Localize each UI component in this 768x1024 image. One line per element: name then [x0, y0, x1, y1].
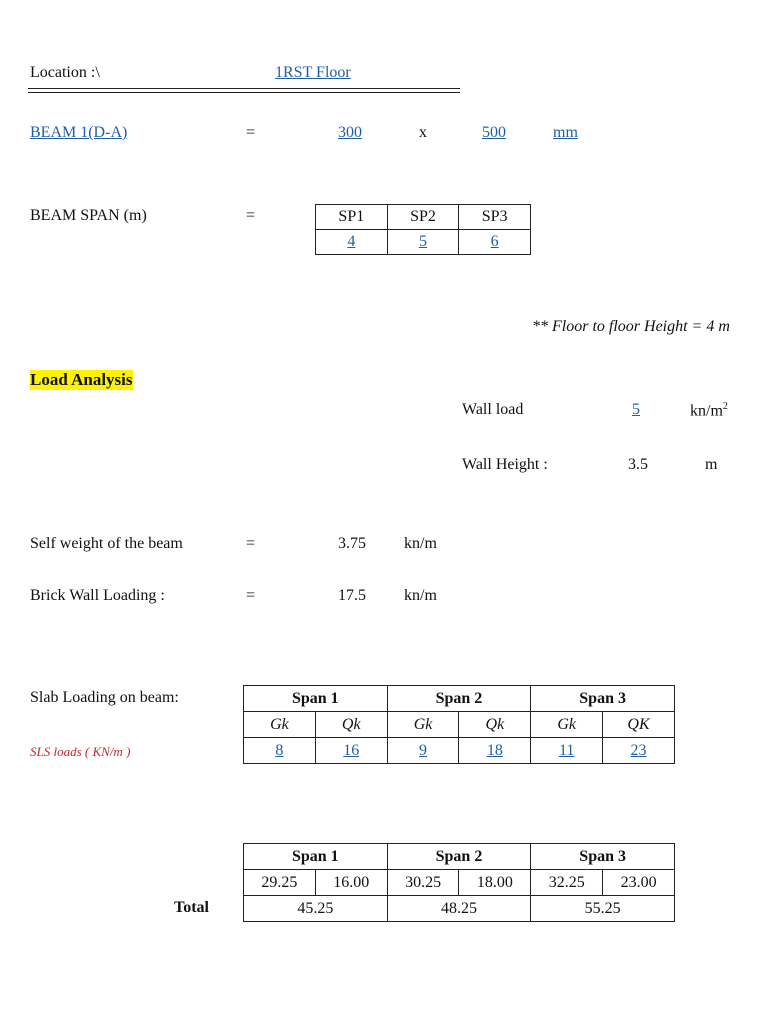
- slab-span-3: Span 3: [531, 686, 675, 712]
- span-label: BEAM SPAN (m): [30, 207, 147, 224]
- total-label: Total: [174, 899, 209, 916]
- header-rule: [28, 88, 460, 89]
- self-weight-equals: =: [246, 535, 256, 552]
- total-span-2: 48.25: [387, 896, 531, 922]
- slab-sub-header: Gk: [531, 712, 603, 738]
- total-span-1: 45.25: [244, 896, 388, 922]
- totals-span-1: Span 1: [244, 844, 388, 870]
- load-analysis-title: Load Analysis: [30, 370, 133, 389]
- beam-width[interactable]: 300: [338, 124, 362, 141]
- slab-sub-header: Qk: [459, 712, 531, 738]
- sls-label: SLS loads ( KN/m ): [30, 744, 131, 759]
- span-equals: =: [246, 207, 256, 224]
- slab-sub-header: Gk: [387, 712, 459, 738]
- slab-value[interactable]: 9: [387, 738, 459, 764]
- span-header-sp3: SP3: [459, 205, 531, 230]
- beam-label[interactable]: BEAM 1(D-A): [30, 124, 128, 141]
- header-rule-2: [28, 92, 460, 93]
- totals-value: 23.00: [603, 870, 675, 896]
- slab-value[interactable]: 18: [459, 738, 531, 764]
- wall-load-unit-text: kn/m: [690, 402, 723, 420]
- totals-table: [243, 843, 675, 922]
- brick-wall-label: Brick Wall Loading :: [30, 587, 165, 604]
- span-value-sp1[interactable]: 4: [316, 230, 388, 255]
- self-weight-label: Self weight of the beam: [30, 535, 183, 552]
- totals-value: 29.25: [244, 870, 316, 896]
- slab-sub-header: QK: [603, 712, 675, 738]
- wall-height-value: 3.5: [628, 456, 648, 473]
- wall-load-unit-sup: 2: [722, 401, 728, 412]
- span-value-sp2[interactable]: 5: [387, 230, 459, 255]
- location-label: Location :\: [30, 64, 100, 81]
- span-value-sp3[interactable]: 6: [459, 230, 531, 255]
- wall-height-unit: m: [705, 456, 718, 473]
- slab-sub-header: Qk: [315, 712, 387, 738]
- wall-height-label: Wall Height :: [462, 456, 548, 473]
- slab-value[interactable]: 8: [244, 738, 316, 764]
- slab-label: Slab Loading on beam:: [30, 689, 179, 706]
- slab-value[interactable]: 16: [315, 738, 387, 764]
- totals-value: 32.25: [531, 870, 603, 896]
- wall-load-label: Wall load: [462, 401, 524, 418]
- totals-value: 30.25: [387, 870, 459, 896]
- wall-load-unit: [690, 401, 728, 420]
- beam-unit[interactable]: mm: [553, 124, 578, 141]
- brick-wall-unit: kn/m: [404, 587, 437, 604]
- total-span-3: 55.25: [531, 896, 675, 922]
- slab-value[interactable]: 23: [603, 738, 675, 764]
- brick-wall-equals: =: [246, 587, 256, 604]
- slab-value[interactable]: 11: [531, 738, 603, 764]
- floor-height-note: ** Floor to floor Height = 4 m: [532, 318, 730, 335]
- totals-value: 16.00: [315, 870, 387, 896]
- span-header-sp2: SP2: [387, 205, 459, 230]
- slab-sub-header: Gk: [244, 712, 316, 738]
- beam-times: x: [419, 124, 427, 141]
- location-value[interactable]: 1RST Floor: [275, 64, 351, 81]
- totals-span-2: Span 2: [387, 844, 531, 870]
- slab-table: [243, 685, 675, 764]
- self-weight-unit: kn/m: [404, 535, 437, 552]
- brick-wall-value: 17.5: [338, 587, 366, 604]
- span-header-sp1: SP1: [316, 205, 388, 230]
- totals-span-3: Span 3: [531, 844, 675, 870]
- span-table: [315, 204, 531, 255]
- slab-span-1: Span 1: [244, 686, 388, 712]
- self-weight-value: 3.75: [338, 535, 366, 552]
- beam-equals: =: [246, 124, 256, 141]
- slab-span-2: Span 2: [387, 686, 531, 712]
- totals-value: 18.00: [459, 870, 531, 896]
- beam-depth[interactable]: 500: [482, 124, 506, 141]
- wall-load-value[interactable]: 5: [632, 401, 640, 418]
